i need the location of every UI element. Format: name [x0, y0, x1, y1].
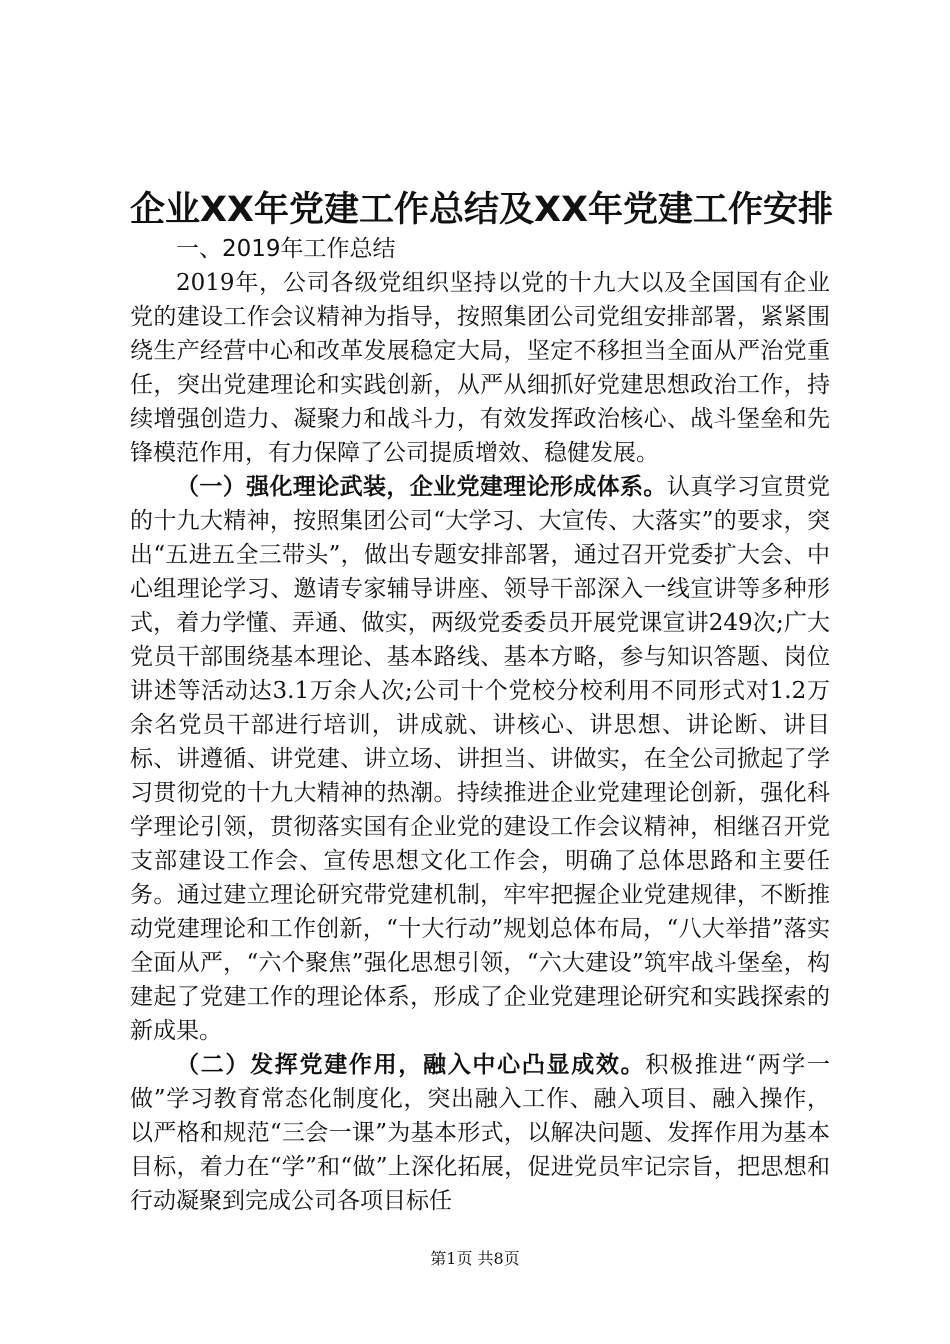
subsection-1-paragraph: [130, 470, 830, 1048]
subsection-2-heading: （二）发挥党建作用，融入中心凸显成效。: [176, 1052, 646, 1078]
subsection-2-paragraph: [130, 1048, 830, 1218]
subsection-1-text: 认真学习宣贯党的十九大精神，按照集团公司“大学习、大宣传、大落实”的要求，突出“五进五全三带头”，做出专题安排部署，通过召开党委扩大会、中心组理论学习、邀请专家辅导讲座、领导干部深入一线宣讲等多种形式，着力学懂、弄通、做实，两级党委委员开展党课宣讲249次;广大党员干部围绕基本理论、基本路线、基本方略，参与知识答题、岗位讲述等活动达3.1万余人次;公司十个党校分校利用不同形式对1.2万余名党员干部进行培训，讲成就、讲核心、讲思想、讲论断、讲目标、讲遵循、讲党建、讲立场、讲担当、讲做实，在全公司掀起了学习贯彻党的十九大精神的热潮。持续推进企业党建理论创新，强化科学理论引领，贯彻落实国有企业党的建设工作会议精神，相继召开党支部建设工作会、宣传思想文化工作会，明确了总体思路和主要任务。通过建立理论研究带党建机制，牢牢把握企业党建规律，不断推动党建理论和工作创新，“十大行动”规划总体布局，“八大举措”落实全面从严，“六个聚焦”强化思想引领，“六大建设”筑牢战斗堡垒，构建起了党建工作的理论体系，形成了企业党建理论研究和实践探索的新成果。: [130, 474, 831, 1044]
document-title: 企业XX年党建工作总结及XX年党建工作安排: [130, 190, 833, 230]
subsection-2-text: 积极推进“两学一做”学习教育常态化制度化，突出融入工作、融入项目、融入操作，以严格和规范“三会一课”为基本形式，以解决问题、发挥作用为基本目标，着力在“学”和“做”上深化拓展，促进党员牢记宗旨，把思想和行动凝聚到完成公司各项目标任: [130, 1052, 830, 1214]
intro-paragraph: 2019年，公司各级党组织坚持以党的十九大以及全国国有企业党的建设工作会议精神为指导，按照集团公司党组安排部署，紧紧围绕生产经营中心和改革发展稳定大局，坚定不移担当全面从严治党重任，突出党建理论和实践创新，从严从细抓好党建思想政治工作，持续增强创造力、凝聚力和战斗力，有效发挥政治核心、战斗堡垒和先锋模范作用，有力保障了公司提质增效、稳健发展。: [130, 270, 830, 466]
page-number-footer: 第1页 共8页: [430, 1249, 520, 1268]
document-body: [130, 232, 830, 1218]
subsection-1-heading: （一）强化理论武装，企业党建理论形成体系。: [176, 474, 667, 500]
section-heading: 一、2019年工作总结: [176, 236, 396, 262]
